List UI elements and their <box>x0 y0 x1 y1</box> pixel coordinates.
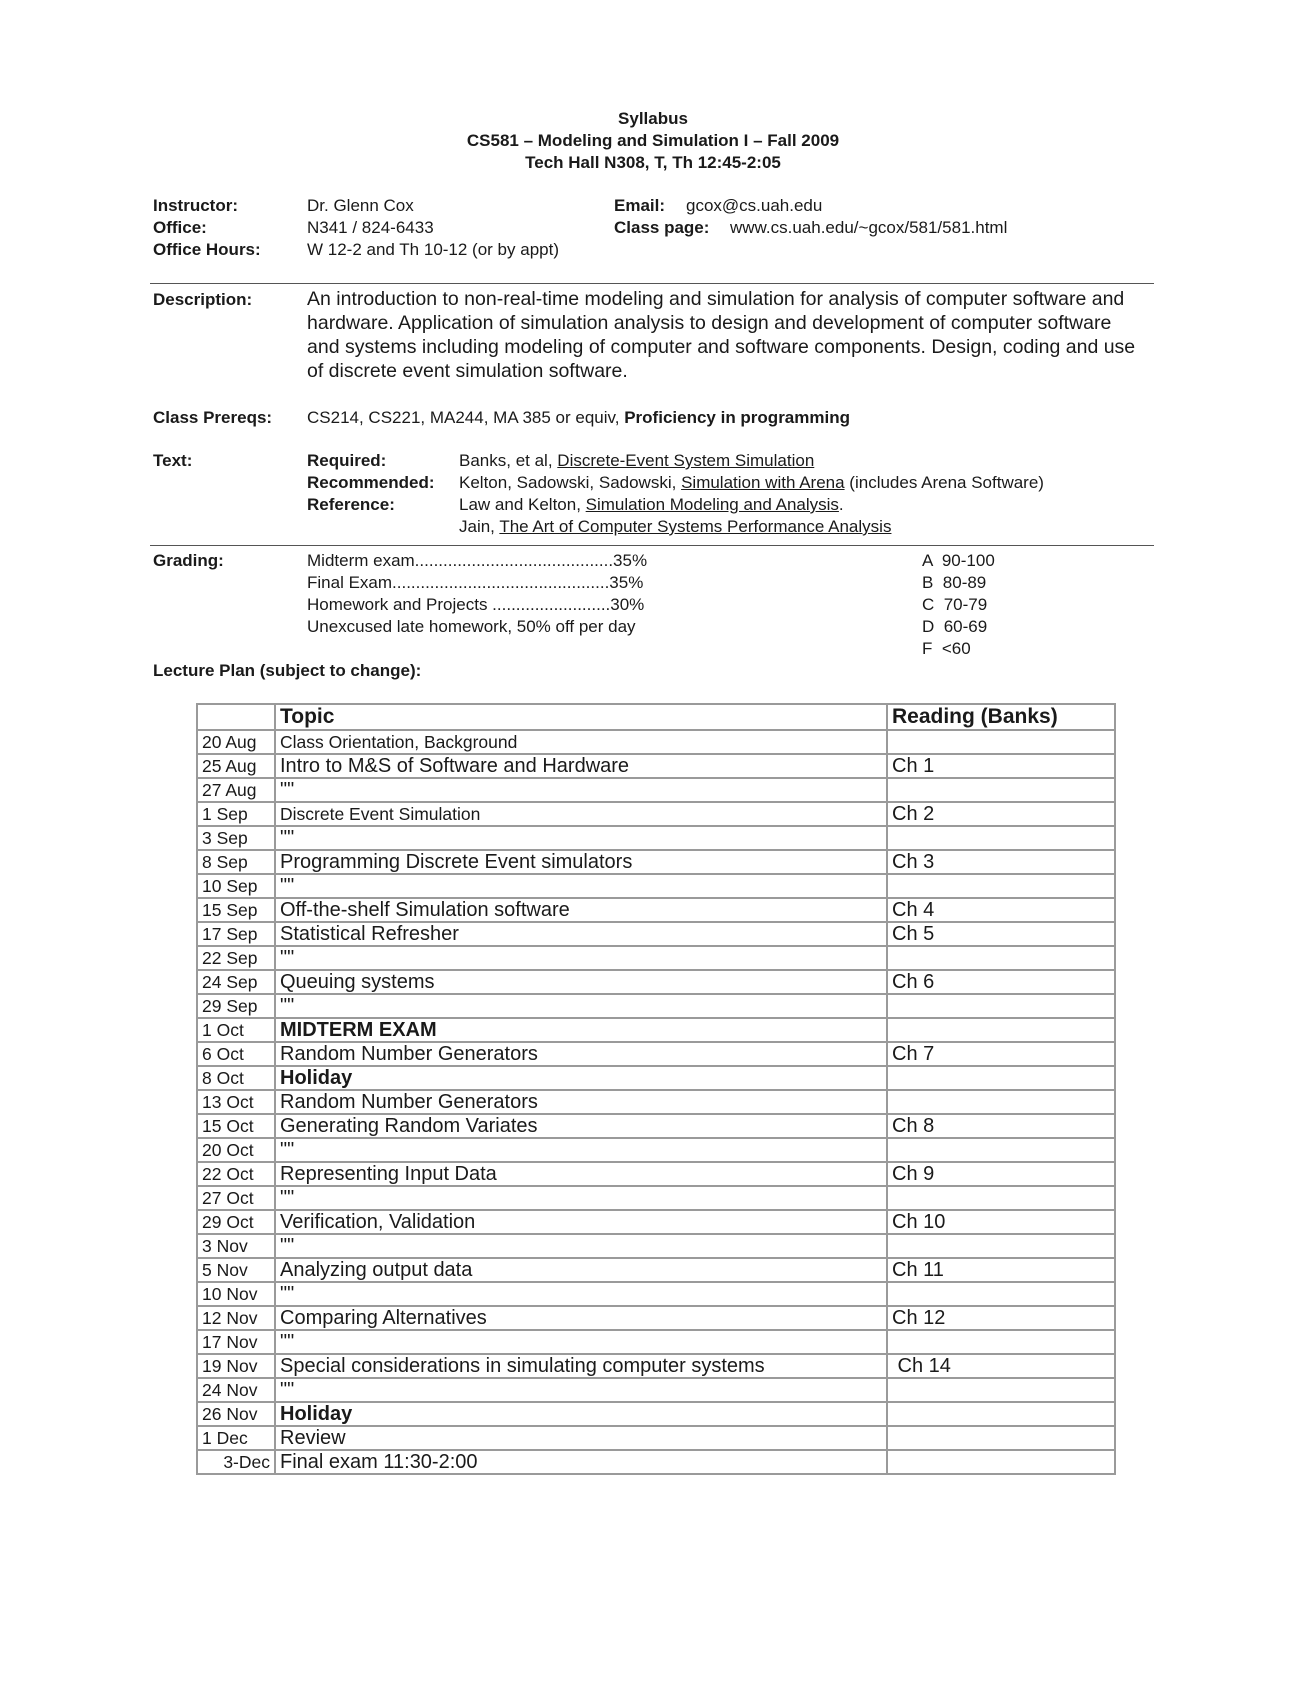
grading-label: Grading: <box>153 551 224 570</box>
date-cell: 15 Oct <box>197 1114 275 1138</box>
reference1-authors: Law and Kelton, <box>459 495 581 514</box>
grading-item: Unexcused late homework, 50% off per day <box>307 617 636 636</box>
reading-cell: Ch 12 <box>887 1306 1115 1330</box>
table-row <box>197 1402 1115 1426</box>
reading-cell <box>887 1426 1115 1450</box>
lecture-plan-title: Lecture Plan (subject to change): <box>153 661 422 680</box>
reading-cell <box>887 1330 1115 1354</box>
grading-item: Homework and Projects .........................30% <box>307 595 645 614</box>
reading-cell: Ch 4 <box>887 898 1115 922</box>
table-row <box>197 1258 1115 1282</box>
text-label: Text: <box>153 451 193 470</box>
header-topic: Topic <box>275 704 887 730</box>
reading-cell: Ch 5 <box>887 922 1115 946</box>
date-cell: 26 Nov <box>197 1402 275 1426</box>
header-reading: Reading (Banks) <box>887 704 1115 730</box>
reading-cell <box>887 826 1115 850</box>
date-cell: 15 Sep <box>197 898 275 922</box>
topic-cell: "" <box>275 1330 887 1354</box>
table-row <box>197 1018 1115 1042</box>
office-value: N341 / 824-6433 <box>307 218 434 237</box>
table-row <box>197 1114 1115 1138</box>
date-cell: 12 Nov <box>197 1306 275 1330</box>
header-date-cell <box>197 704 275 730</box>
date-cell: 24 Nov <box>197 1378 275 1402</box>
topic-cell: "" <box>275 1282 887 1306</box>
date-cell: 24 Sep <box>197 970 275 994</box>
reading-cell <box>887 1378 1115 1402</box>
topic-cell: Off-the-shelf Simulation software <box>275 898 887 922</box>
lecture-plan-table <box>196 703 1116 1475</box>
table-row <box>197 1282 1115 1306</box>
date-cell: 1 Sep <box>197 802 275 826</box>
reading-cell: Ch 2 <box>887 802 1115 826</box>
reading-cell: Ch 10 <box>887 1210 1115 1234</box>
reading-cell <box>887 1282 1115 1306</box>
topic-cell: "" <box>275 1378 887 1402</box>
table-row <box>197 754 1115 778</box>
reading-cell: Ch 14 <box>887 1354 1115 1378</box>
reading-cell <box>887 1402 1115 1426</box>
topic-cell: Random Number Generators <box>275 1042 887 1066</box>
date-cell: 8 Oct <box>197 1066 275 1090</box>
recommended-title: Simulation with Arena <box>681 473 845 492</box>
table-row <box>197 1330 1115 1354</box>
recommended-note: (includes Arena Software) <box>849 473 1044 492</box>
table-row <box>197 1450 1115 1474</box>
reading-cell: Ch 11 <box>887 1258 1115 1282</box>
divider <box>150 545 1154 546</box>
date-cell: 5 Nov <box>197 1258 275 1282</box>
prereqs-proficiency: Proficiency in programming <box>624 408 850 427</box>
reading-cell <box>887 730 1115 754</box>
recommended-label: Recommended: <box>307 473 435 492</box>
topic-cell: "" <box>275 994 887 1018</box>
header-line-1: Syllabus <box>618 109 688 128</box>
reading-cell <box>887 994 1115 1018</box>
divider <box>150 283 1154 284</box>
class-page-label: Class page: <box>614 218 710 237</box>
date-cell: 19 Nov <box>197 1354 275 1378</box>
date-cell: 10 Nov <box>197 1282 275 1306</box>
table-row <box>197 898 1115 922</box>
table-header-row <box>197 704 1115 730</box>
table-row <box>197 922 1115 946</box>
date-cell: 29 Sep <box>197 994 275 1018</box>
office-hours-value: W 12-2 and Th 10-12 (or by appt) <box>307 240 559 259</box>
date-cell: 3-Dec <box>197 1450 275 1474</box>
reading-cell <box>887 1138 1115 1162</box>
reading-cell <box>887 778 1115 802</box>
table-row <box>197 1138 1115 1162</box>
topic-cell: "" <box>275 946 887 970</box>
reference1-suffix: . <box>838 495 844 514</box>
table-row <box>197 826 1115 850</box>
recommended-text <box>459 473 1044 493</box>
header-line-2: CS581 – Modeling and Simulation I – Fall 2009 <box>466 131 840 150</box>
date-cell: 10 Sep <box>197 874 275 898</box>
topic-cell: Generating Random Variates <box>275 1114 887 1138</box>
syllabus-header <box>0 108 1306 174</box>
reading-cell: Ch 6 <box>887 970 1115 994</box>
topic-cell: Review <box>275 1426 887 1450</box>
reading-cell <box>887 874 1115 898</box>
topic-cell: Random Number Generators <box>275 1090 887 1114</box>
reference2-title: The Art of Computer Systems Performance Analysis <box>499 517 892 536</box>
table-row <box>197 1162 1115 1186</box>
table-row <box>197 970 1115 994</box>
date-cell: 6 Oct <box>197 1042 275 1066</box>
table-row <box>197 1186 1115 1210</box>
prereqs-label: Class Prereqs: <box>153 408 273 427</box>
description-text: An introduction to non-real-time modeling and simulation for analysis of computer software and hardware. Application of simulation analysis to design and development of computer software and systems including modeling of computer and software components. Design, coding and use of discrete event simulation software. <box>307 288 1136 382</box>
table-row <box>197 946 1115 970</box>
topic-cell: Special considerations in simulating computer systems <box>275 1354 887 1378</box>
grade-scale-item: B 80-89 <box>922 573 987 592</box>
topic-cell: Discrete Event Simulation <box>275 802 887 826</box>
topic-cell: "" <box>275 826 887 850</box>
reading-cell <box>887 1066 1115 1090</box>
table-row <box>197 802 1115 826</box>
date-cell: 8 Sep <box>197 850 275 874</box>
date-cell: 27 Aug <box>197 778 275 802</box>
instructor-value: Dr. Glenn Cox <box>307 196 414 215</box>
date-cell: 1 Dec <box>197 1426 275 1450</box>
grading-item: Midterm exam..........................................35% <box>307 551 648 570</box>
header-line-3: Tech Hall N308, T, Th 12:45-2:05 <box>525 153 781 172</box>
grade-scale-item: C 70-79 <box>922 595 988 614</box>
required-authors: Banks, et al, <box>459 451 553 470</box>
reference-text-2 <box>459 517 891 537</box>
topic-cell: Representing Input Data <box>275 1162 887 1186</box>
reading-cell: Ch 7 <box>887 1042 1115 1066</box>
email-label: Email: <box>614 196 666 215</box>
required-text <box>459 451 814 471</box>
topic-cell: Programming Discrete Event simulators <box>275 850 887 874</box>
table-row <box>197 874 1115 898</box>
prereqs-courses: CS214, CS221, MA244, MA 385 or equiv, <box>307 408 620 427</box>
table-row <box>197 778 1115 802</box>
grade-scale-item: D 60-69 <box>922 617 988 636</box>
reference-label: Reference: <box>307 495 395 514</box>
topic-cell: Intro to M&S of Software and Hardware <box>275 754 887 778</box>
reading-cell: Ch 3 <box>887 850 1115 874</box>
topic-cell: Comparing Alternatives <box>275 1306 887 1330</box>
topic-cell: Final exam 11:30-2:00 <box>275 1450 887 1474</box>
class-page-link[interactable]: www.cs.uah.edu/~gcox/581/581.html <box>730 218 1008 237</box>
reference2-authors: Jain, <box>459 517 495 536</box>
required-label: Required: <box>307 451 387 470</box>
table-row <box>197 994 1115 1018</box>
date-cell: 17 Nov <box>197 1330 275 1354</box>
topic-cell: Statistical Refresher <box>275 922 887 946</box>
date-cell: 22 Sep <box>197 946 275 970</box>
reference-text-1 <box>459 495 844 515</box>
reading-cell <box>887 1186 1115 1210</box>
grade-scale-item: A 90-100 <box>922 551 995 570</box>
topic-cell: "" <box>275 778 887 802</box>
table-row <box>197 850 1115 874</box>
topic-cell: Class Orientation, Background <box>275 730 887 754</box>
email-link[interactable]: gcox@cs.uah.edu <box>686 196 823 215</box>
table-row <box>197 1210 1115 1234</box>
topic-cell: "" <box>275 1138 887 1162</box>
table-row <box>197 730 1115 754</box>
required-title: Discrete-Event System Simulation <box>557 451 815 470</box>
reading-cell <box>887 1090 1115 1114</box>
table-row <box>197 1426 1115 1450</box>
grading-item: Final Exam..............................................35% <box>307 573 644 592</box>
table-row <box>197 1378 1115 1402</box>
date-cell: 27 Oct <box>197 1186 275 1210</box>
recommended-authors: Kelton, Sadowski, Sadowski, <box>459 473 677 492</box>
topic-cell: MIDTERM EXAM <box>275 1018 887 1042</box>
reference1-title: Simulation Modeling and Analysis <box>585 495 839 514</box>
table-row <box>197 1354 1115 1378</box>
reading-cell <box>887 946 1115 970</box>
reading-cell <box>887 1450 1115 1474</box>
reading-cell: Ch 8 <box>887 1114 1115 1138</box>
topic-cell: "" <box>275 1186 887 1210</box>
reading-cell: Ch 9 <box>887 1162 1115 1186</box>
date-cell: 17 Sep <box>197 922 275 946</box>
topic-cell: Analyzing output data <box>275 1258 887 1282</box>
table-row <box>197 1306 1115 1330</box>
topic-cell: Holiday <box>275 1402 887 1426</box>
date-cell: 3 Sep <box>197 826 275 850</box>
reading-cell <box>887 1018 1115 1042</box>
reading-cell <box>887 1234 1115 1258</box>
prereqs-text <box>307 408 850 428</box>
topic-cell: Queuing systems <box>275 970 887 994</box>
grade-scale-item: F <60 <box>922 639 971 658</box>
table-row <box>197 1234 1115 1258</box>
office-label: Office: <box>153 218 207 237</box>
date-cell: 29 Oct <box>197 1210 275 1234</box>
instructor-label: Instructor: <box>153 196 238 215</box>
topic-cell: "" <box>275 874 887 898</box>
table-row <box>197 1042 1115 1066</box>
table-row <box>197 1090 1115 1114</box>
date-cell: 1 Oct <box>197 1018 275 1042</box>
date-cell: 22 Oct <box>197 1162 275 1186</box>
table-row <box>197 1066 1115 1090</box>
topic-cell: Verification, Validation <box>275 1210 887 1234</box>
date-cell: 13 Oct <box>197 1090 275 1114</box>
reading-cell: Ch 1 <box>887 754 1115 778</box>
office-hours-label: Office Hours: <box>153 240 261 259</box>
date-cell: 3 Nov <box>197 1234 275 1258</box>
date-cell: 20 Oct <box>197 1138 275 1162</box>
description-label: Description: <box>153 290 253 309</box>
topic-cell: Holiday <box>275 1066 887 1090</box>
date-cell: 20 Aug <box>197 730 275 754</box>
date-cell: 25 Aug <box>197 754 275 778</box>
topic-cell: "" <box>275 1234 887 1258</box>
